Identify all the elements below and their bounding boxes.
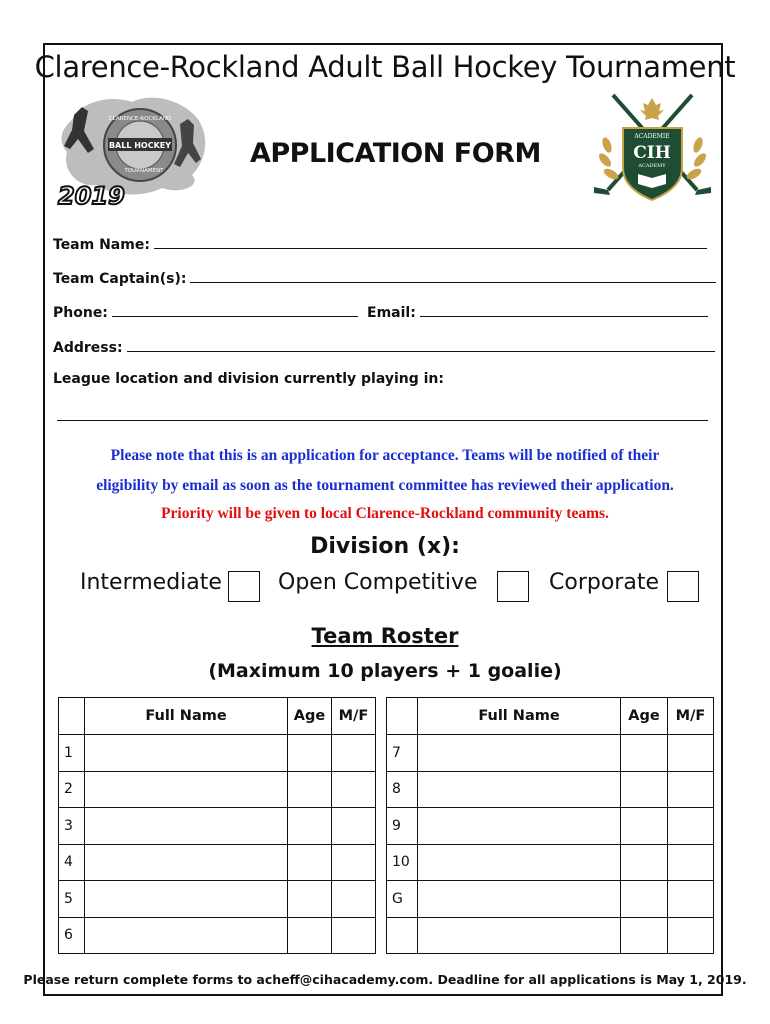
sex-cell[interactable]	[332, 881, 376, 918]
league-label: League location and division currently playing in:	[53, 371, 444, 387]
sex-cell[interactable]	[332, 844, 376, 881]
age-header: Age	[288, 698, 332, 735]
team-name-field[interactable]	[53, 234, 707, 253]
sex-cell[interactable]	[668, 735, 714, 772]
age-cell[interactable]	[288, 917, 332, 954]
num-header	[59, 698, 85, 735]
table-row	[387, 735, 714, 772]
intermediate-checkbox[interactable]	[228, 571, 260, 602]
table-row	[59, 844, 376, 881]
team-captain-line[interactable]	[190, 268, 716, 283]
note-line-1: Please note that this is an application for acceptance. Teams will be notified of their	[110, 447, 660, 464]
team-name-line[interactable]	[154, 234, 707, 249]
priority-note: Priority will be given to local Clarence-Rockland community teams.	[161, 505, 609, 522]
name-cell[interactable]	[85, 917, 288, 954]
open-competitive-checkbox[interactable]	[497, 571, 529, 602]
table-row	[59, 771, 376, 808]
sex-header: M/F	[332, 698, 376, 735]
table-row	[387, 917, 714, 954]
name-cell[interactable]	[418, 735, 621, 772]
division-title: Division (x):	[310, 534, 460, 559]
table-row	[387, 771, 714, 808]
roster-title: Team Roster	[311, 624, 459, 648]
age-cell[interactable]	[621, 844, 668, 881]
full-name-header: Full Name	[85, 698, 288, 735]
player-number	[387, 917, 418, 954]
sex-cell[interactable]	[332, 808, 376, 845]
roster-subtitle: (Maximum 10 players + 1 goalie)	[208, 660, 562, 682]
sex-cell[interactable]	[332, 917, 376, 954]
option-intermediate-label: Intermediate	[80, 570, 222, 595]
table-row	[59, 917, 376, 954]
email-field[interactable]	[367, 302, 708, 321]
name-cell[interactable]	[85, 771, 288, 808]
logo-center-text: BALL HOCKEY	[108, 141, 172, 150]
player-number: 4	[59, 844, 85, 881]
age-cell[interactable]	[621, 881, 668, 918]
team-name-label: Team Name:	[53, 237, 150, 253]
age-cell[interactable]	[288, 808, 332, 845]
page-title: Clarence-Rockland Adult Ball Hockey Tournament	[34, 50, 736, 84]
corporate-checkbox[interactable]	[667, 571, 699, 602]
table-row	[387, 881, 714, 918]
table-row	[387, 808, 714, 845]
logo-bottom-text: TOURNAMENT	[124, 168, 164, 174]
email-label: Email:	[367, 305, 416, 321]
name-cell[interactable]	[418, 881, 621, 918]
player-number: 2	[59, 771, 85, 808]
roster-table-right	[386, 697, 714, 954]
league-line[interactable]	[57, 406, 708, 421]
goalie-label: G	[387, 881, 418, 918]
phone-label: Phone:	[53, 305, 108, 321]
age-cell[interactable]	[621, 808, 668, 845]
table-header-row	[59, 698, 376, 735]
name-cell[interactable]	[85, 808, 288, 845]
team-captain-field[interactable]	[53, 268, 716, 287]
table-row	[387, 844, 714, 881]
age-cell[interactable]	[621, 735, 668, 772]
name-cell[interactable]	[418, 771, 621, 808]
option-open-label: Open Competitive	[278, 570, 478, 595]
logo-ring-text: CLARENCE-ROCKLAND	[108, 116, 172, 122]
sex-header: M/F	[668, 698, 714, 735]
age-cell[interactable]	[288, 771, 332, 808]
age-cell[interactable]	[288, 844, 332, 881]
player-number: 10	[387, 844, 418, 881]
sex-cell[interactable]	[668, 881, 714, 918]
player-number: 9	[387, 808, 418, 845]
age-cell[interactable]	[288, 881, 332, 918]
sex-cell[interactable]	[668, 917, 714, 954]
option-corporate-label: Corporate	[549, 570, 659, 595]
sex-cell[interactable]	[332, 735, 376, 772]
phone-line[interactable]	[112, 302, 358, 317]
table-row	[59, 735, 376, 772]
name-cell[interactable]	[85, 844, 288, 881]
table-header-row	[387, 698, 714, 735]
address-field[interactable]	[53, 337, 715, 356]
phone-field[interactable]	[53, 302, 358, 321]
form-title: APPLICATION FORM	[250, 138, 541, 169]
sex-cell[interactable]	[668, 808, 714, 845]
sex-cell[interactable]	[332, 771, 376, 808]
academy-center-text: CIH	[633, 143, 671, 163]
num-header	[387, 698, 418, 735]
address-label: Address:	[53, 340, 123, 356]
note-line-2: eligibility by email as soon as the tournament committee has reviewed their application.	[96, 477, 674, 494]
age-cell[interactable]	[288, 735, 332, 772]
player-number: 5	[59, 881, 85, 918]
tournament-logo	[52, 90, 212, 210]
player-number: 1	[59, 735, 85, 772]
academy-bottom-text: ACADEMY	[638, 163, 666, 169]
sex-cell[interactable]	[668, 771, 714, 808]
age-header: Age	[621, 698, 668, 735]
address-line[interactable]	[127, 337, 715, 352]
name-cell[interactable]	[418, 808, 621, 845]
email-line[interactable]	[420, 302, 708, 317]
player-number: 3	[59, 808, 85, 845]
player-number: 6	[59, 917, 85, 954]
sex-cell[interactable]	[668, 844, 714, 881]
academy-logo	[585, 90, 720, 215]
footer-instructions: Please return complete forms to acheff@cihacademy.com. Deadline for all applications is May 1, 2019.	[23, 972, 747, 987]
table-row	[59, 881, 376, 918]
age-cell[interactable]	[621, 917, 668, 954]
player-number: 7	[387, 735, 418, 772]
roster-table-left	[58, 697, 376, 954]
player-number: 8	[387, 771, 418, 808]
name-cell[interactable]	[85, 881, 288, 918]
table-row	[59, 808, 376, 845]
name-cell[interactable]	[85, 735, 288, 772]
maple-leaf-icon	[640, 98, 664, 120]
full-name-header: Full Name	[418, 698, 621, 735]
academy-top-text: ACADEMIE	[634, 133, 670, 140]
team-captain-label: Team Captain(s):	[53, 271, 187, 287]
name-cell[interactable]	[418, 844, 621, 881]
age-cell[interactable]	[621, 771, 668, 808]
name-cell[interactable]	[418, 917, 621, 954]
logo-year: 2019	[58, 182, 125, 210]
